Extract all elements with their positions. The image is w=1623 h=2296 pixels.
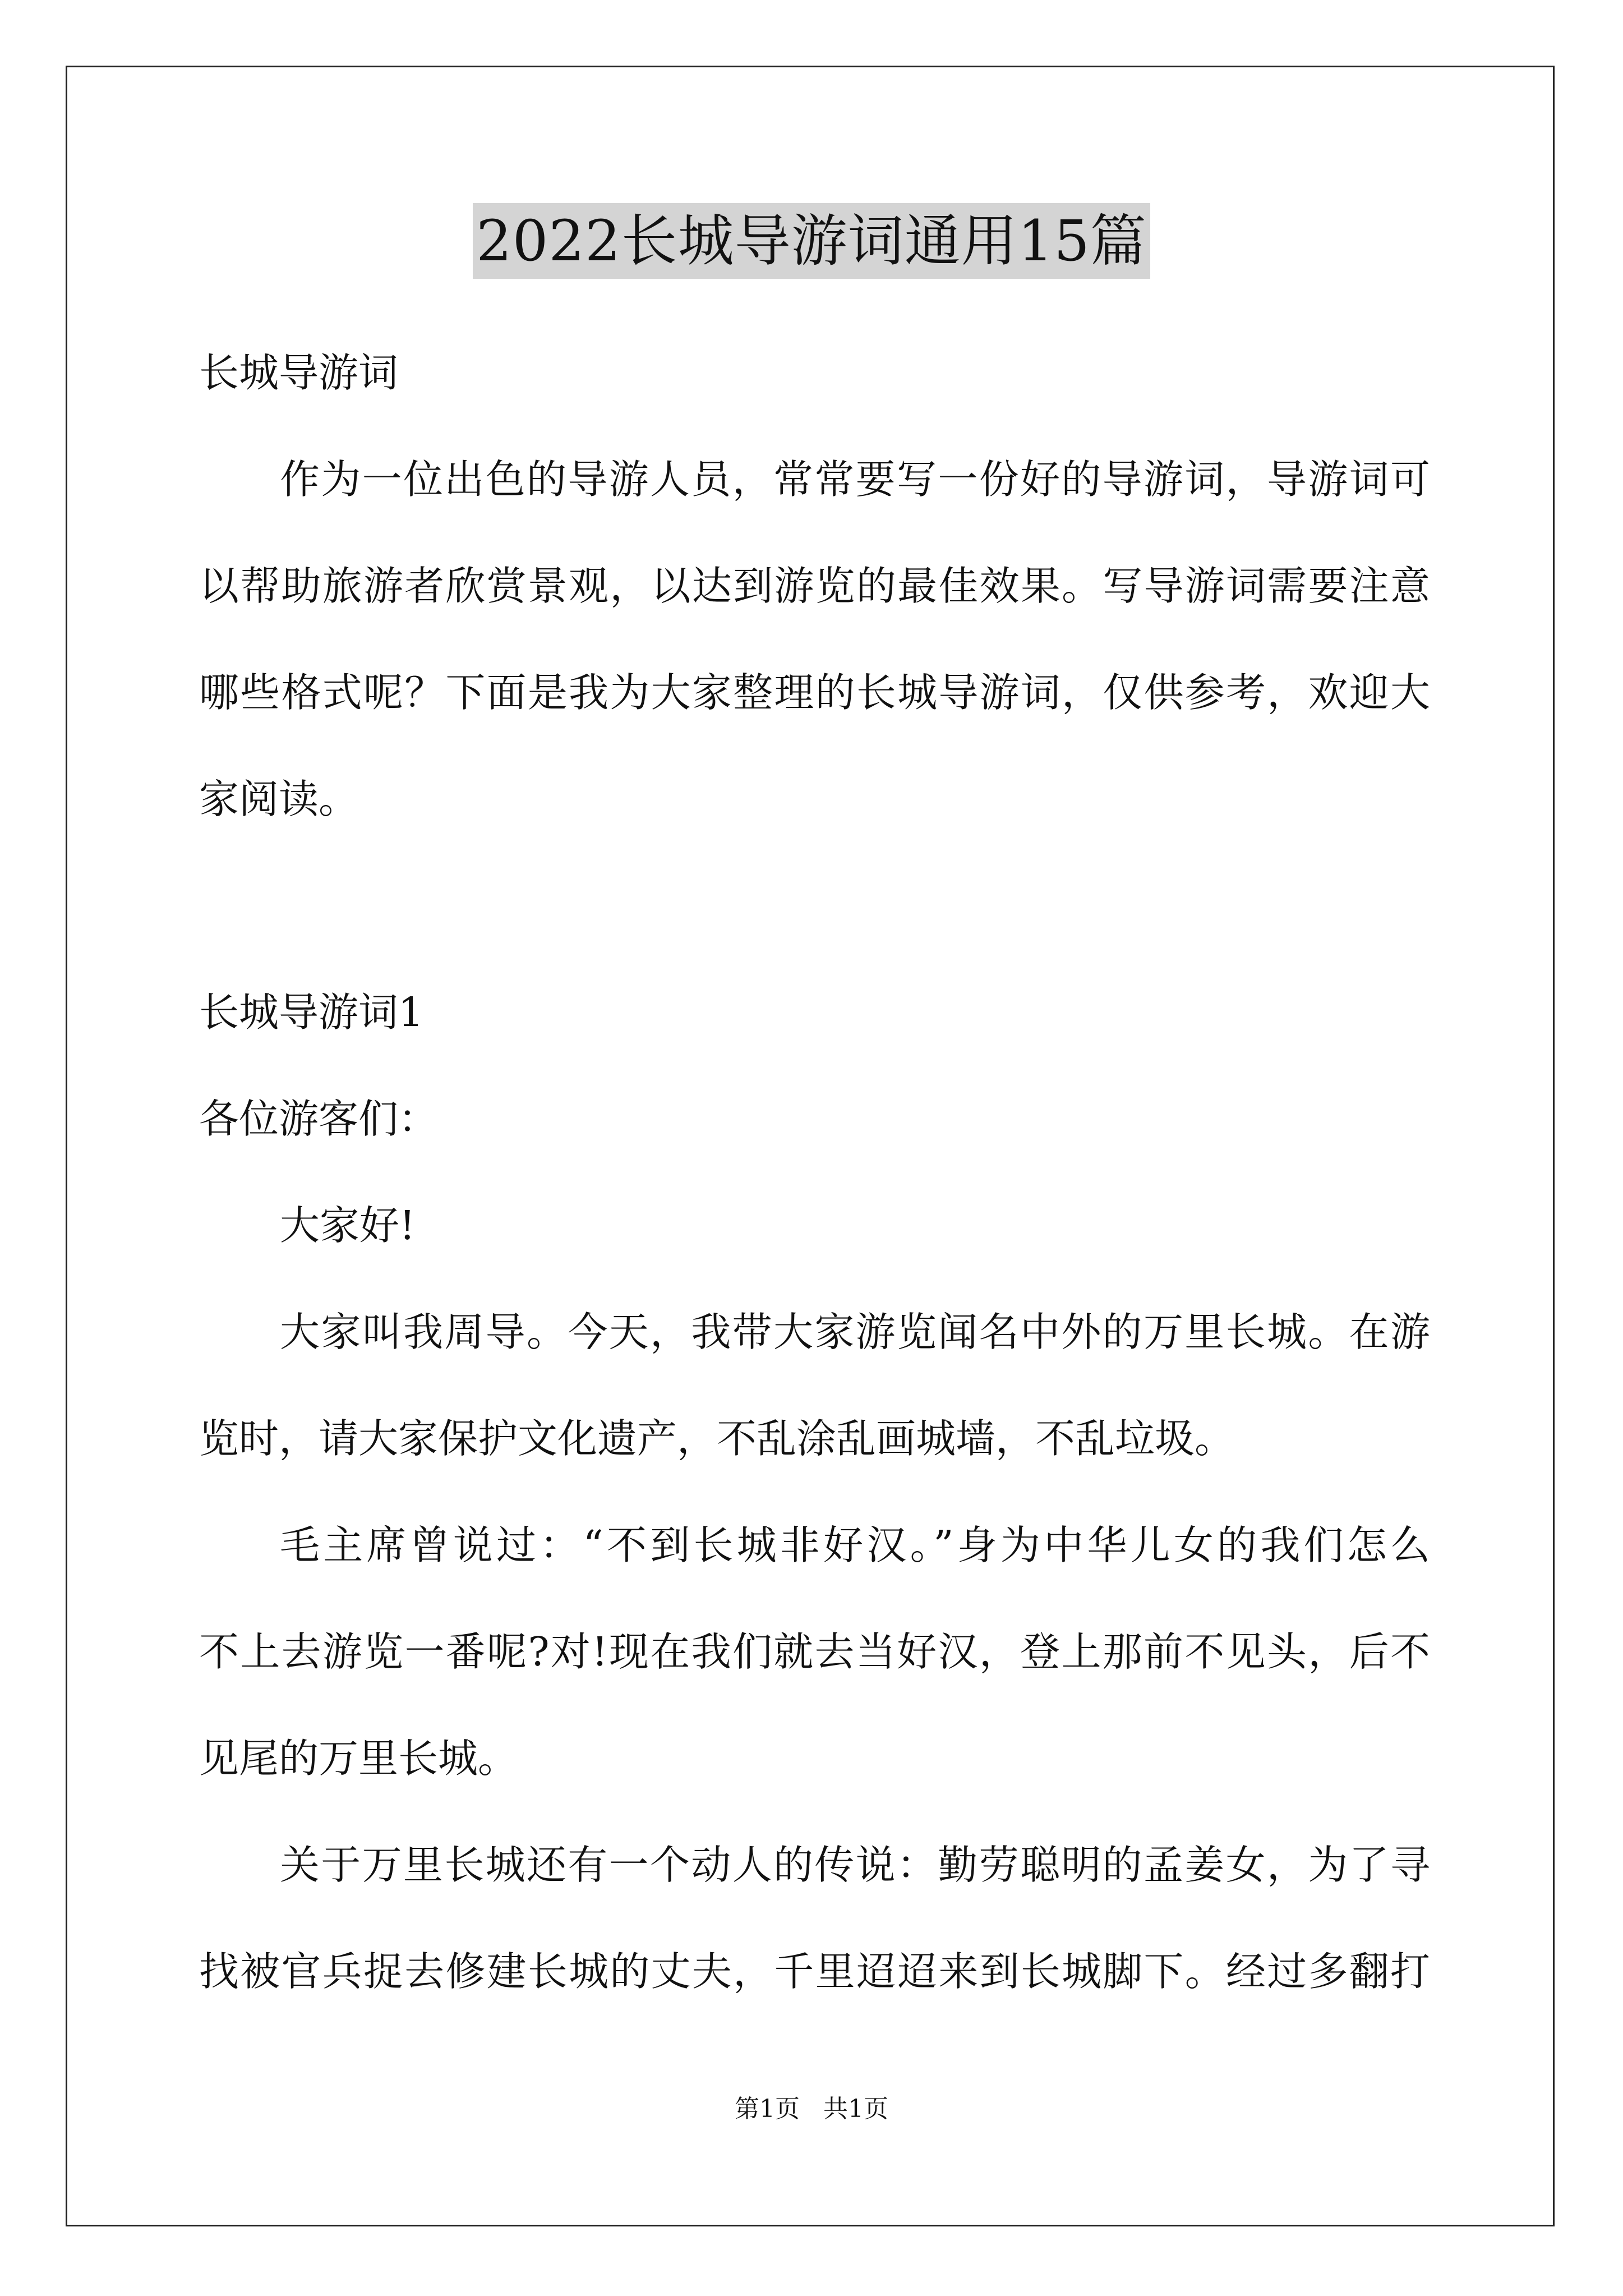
- text-line: 各位游客们：: [199, 1096, 439, 1142]
- text-line: 大家叫我周导。今天，我带大家游览闻名中外的万里长城。在游: [280, 1309, 1430, 1355]
- title-container: [0, 203, 1623, 279]
- text-line: 家阅读。: [199, 776, 359, 822]
- page-footer: [0, 2092, 1623, 2126]
- text-line: 不上去游览一番呢?对!现在我们就去当好汉，登上那前不见头，后不: [199, 1628, 1430, 1675]
- text-line: 关于万里长城还有一个动人的传说：勤劳聪明的孟姜女，为了寻: [280, 1842, 1430, 1888]
- document-title: 2022长城导游词通用15篇: [473, 203, 1150, 279]
- text-line: 见尾的万里长城。: [199, 1735, 518, 1782]
- text-line: 长城导游词1: [199, 989, 424, 1036]
- text-line: 大家好!: [280, 1202, 416, 1249]
- document-body: [199, 320, 1430, 2025]
- text-line: 作为一位出色的导游人员，常常要写一份好的导游词，导游词可: [280, 456, 1430, 503]
- text-line: 以帮助旅游者欣赏景观，以达到游览的最佳效果。写导游词需要注意: [199, 563, 1430, 609]
- footer-gap: [800, 2095, 823, 2123]
- page-total: 共1页: [823, 2095, 888, 2123]
- text-line: 长城导游词: [199, 349, 399, 396]
- text-line: 览时，请大家保护文化遗产，不乱涂乱画城墙，不乱垃圾。: [199, 1415, 1235, 1462]
- text-line: 毛主席曾说过：“不到长城非好汉。”身为中华儿女的我们怎么: [280, 1522, 1430, 1568]
- text-line: 哪些格式呢？下面是我为大家整理的长城导游词，仅供参考，欢迎大: [199, 669, 1430, 716]
- paragraph-spacer: [199, 853, 1430, 959]
- page-number: 第1页: [735, 2095, 800, 2123]
- text-line: 找被官兵捉去修建长城的丈夫，千里迢迢来到长城脚下。经过多翻打: [199, 1948, 1430, 1995]
